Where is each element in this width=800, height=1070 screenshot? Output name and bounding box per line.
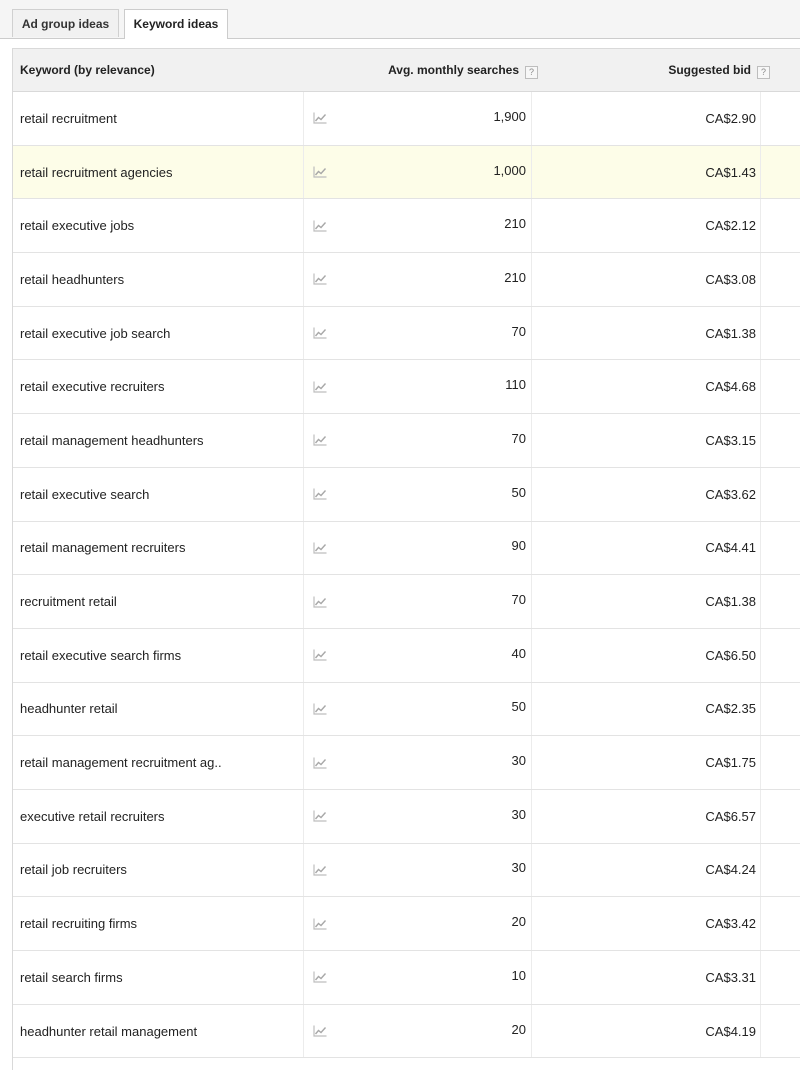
searches-value: 70 xyxy=(511,323,526,339)
column-header-searches-label: Avg. monthly searches xyxy=(388,63,519,77)
keyword-text: retail management headhunters xyxy=(20,432,204,448)
table-row[interactable] xyxy=(13,199,800,253)
table-row[interactable] xyxy=(13,307,800,361)
keyword-text: retail job recruiters xyxy=(20,862,127,878)
trend-chart-icon[interactable] xyxy=(313,810,327,822)
bid-cell xyxy=(533,522,756,575)
trend-chart-icon[interactable] xyxy=(313,166,327,178)
trend-cell[interactable] xyxy=(303,897,531,950)
searches-value: 110 xyxy=(505,377,526,393)
keyword-ideas-table xyxy=(12,48,800,1070)
keyword-cell[interactable] xyxy=(20,92,300,145)
trend-chart-icon[interactable] xyxy=(313,918,327,930)
bid-cell xyxy=(533,629,756,682)
bid-value: CA$2.90 xyxy=(705,110,756,126)
bid-value: CA$3.15 xyxy=(705,432,756,448)
bid-value: CA$4.41 xyxy=(705,540,756,556)
bid-cell xyxy=(533,736,756,789)
bid-value: CA$6.57 xyxy=(705,808,756,824)
trend-chart-icon[interactable] xyxy=(313,488,327,500)
table-header xyxy=(13,49,800,92)
bid-cell xyxy=(533,897,756,950)
tab-bar xyxy=(0,0,800,39)
searches-value: 210 xyxy=(504,269,526,285)
column-header-keyword-label: Keyword (by relevance) xyxy=(20,63,155,77)
keyword-cell[interactable] xyxy=(20,199,300,252)
trend-cell[interactable] xyxy=(303,253,531,306)
searches-value: 30 xyxy=(511,753,526,769)
column-header-keyword[interactable] xyxy=(20,49,155,92)
bid-cell xyxy=(533,414,756,467)
keyword-cell[interactable] xyxy=(20,629,300,682)
help-icon[interactable]: ? xyxy=(757,66,770,79)
searches-value: 10 xyxy=(511,967,526,983)
keyword-text: recruitment retail xyxy=(20,594,117,610)
trend-chart-icon[interactable] xyxy=(313,1025,327,1037)
searches-value: 50 xyxy=(511,484,526,500)
trend-chart-icon[interactable] xyxy=(313,542,327,554)
keyword-text: retail headhunters xyxy=(20,271,125,287)
table-body xyxy=(13,92,800,1058)
trend-cell[interactable] xyxy=(303,790,531,843)
bid-value: CA$3.08 xyxy=(705,271,756,287)
keyword-text: retail recruitment xyxy=(20,110,117,126)
keyword-cell[interactable] xyxy=(20,468,300,521)
trend-chart-icon[interactable] xyxy=(313,273,327,285)
searches-value: 70 xyxy=(511,430,526,446)
keyword-cell[interactable] xyxy=(20,307,300,360)
searches-value: 50 xyxy=(511,699,526,715)
table-row[interactable] xyxy=(13,575,800,629)
trend-cell[interactable] xyxy=(303,1005,531,1058)
table-row[interactable] xyxy=(13,736,800,790)
trend-cell[interactable] xyxy=(303,575,531,628)
bid-cell xyxy=(533,468,756,521)
table-row[interactable] xyxy=(13,414,800,468)
column-header-bid-label: Suggested bid xyxy=(668,63,751,77)
searches-value: 1,900 xyxy=(493,108,526,124)
keyword-text: retail management recruitment ag.. xyxy=(20,755,222,771)
tab-keyword-ideas[interactable]: Keyword ideas xyxy=(124,9,228,39)
bid-value: CA$3.31 xyxy=(705,969,756,985)
searches-value: 70 xyxy=(511,592,526,608)
trend-chart-icon[interactable] xyxy=(313,112,327,124)
trend-cell[interactable] xyxy=(303,522,531,575)
table-row[interactable] xyxy=(13,951,800,1005)
table-row[interactable] xyxy=(13,683,800,737)
keyword-text: retail management recruiters xyxy=(20,540,186,556)
bid-value: CA$1.43 xyxy=(705,164,756,180)
bid-value: CA$4.24 xyxy=(705,862,756,878)
searches-value: 20 xyxy=(511,914,526,930)
bid-cell xyxy=(533,253,756,306)
table-row[interactable] xyxy=(13,468,800,522)
searches-value: 30 xyxy=(511,860,526,876)
keyword-cell[interactable] xyxy=(20,897,300,950)
trend-cell[interactable] xyxy=(303,307,531,360)
bid-cell xyxy=(533,146,756,199)
column-header-bid[interactable] xyxy=(668,49,770,92)
keyword-cell[interactable] xyxy=(20,1005,300,1058)
searches-value: 30 xyxy=(511,806,526,822)
keyword-cell[interactable] xyxy=(20,683,300,736)
bid-cell xyxy=(533,575,756,628)
bid-value: CA$2.12 xyxy=(705,218,756,234)
trend-cell[interactable] xyxy=(303,951,531,1004)
table-row[interactable] xyxy=(13,92,800,146)
bid-value: CA$1.38 xyxy=(705,594,756,610)
searches-value: 20 xyxy=(511,1021,526,1037)
bid-value: CA$4.68 xyxy=(705,379,756,395)
keyword-text: executive retail recruiters xyxy=(20,808,165,824)
trend-cell[interactable] xyxy=(303,414,531,467)
keyword-text: headhunter retail management xyxy=(20,1023,198,1039)
trend-chart-icon[interactable] xyxy=(313,381,327,393)
table-row[interactable] xyxy=(13,253,800,307)
bid-value: CA$6.50 xyxy=(705,647,756,663)
bid-cell xyxy=(533,199,756,252)
table-row[interactable] xyxy=(13,897,800,951)
keyword-text: retail executive search firms xyxy=(20,647,182,663)
keyword-cell[interactable] xyxy=(20,951,300,1004)
keyword-cell[interactable] xyxy=(20,790,300,843)
bid-value: CA$3.42 xyxy=(705,916,756,932)
bid-value: CA$4.19 xyxy=(705,1023,756,1039)
trend-cell[interactable] xyxy=(303,736,531,789)
trend-chart-icon[interactable] xyxy=(313,220,327,232)
column-header-searches[interactable] xyxy=(388,49,538,92)
keyword-text: retail search firms xyxy=(20,969,123,985)
keyword-text: retail executive jobs xyxy=(20,218,135,234)
table-row[interactable] xyxy=(13,522,800,576)
bid-value: CA$1.75 xyxy=(705,755,756,771)
keyword-cell[interactable] xyxy=(20,522,300,575)
trend-chart-icon[interactable] xyxy=(313,434,327,446)
keyword-cell[interactable] xyxy=(20,844,300,897)
searches-value: 90 xyxy=(511,538,526,554)
bid-cell xyxy=(533,307,756,360)
bid-value: CA$3.62 xyxy=(705,486,756,502)
table-row[interactable] xyxy=(13,146,800,200)
bid-cell xyxy=(533,92,756,145)
trend-chart-icon[interactable] xyxy=(313,971,327,983)
table-row[interactable] xyxy=(13,629,800,683)
keyword-text: retail executive recruiters xyxy=(20,379,165,395)
keyword-cell[interactable] xyxy=(20,146,300,199)
help-icon[interactable]: ? xyxy=(525,66,538,79)
keyword-cell[interactable] xyxy=(20,736,300,789)
table-row[interactable] xyxy=(13,1005,800,1059)
keyword-cell[interactable] xyxy=(20,253,300,306)
keyword-cell[interactable] xyxy=(20,414,300,467)
trend-chart-icon[interactable] xyxy=(313,596,327,608)
bid-cell xyxy=(533,360,756,413)
keyword-text: retail executive search xyxy=(20,486,150,502)
trend-cell[interactable] xyxy=(303,199,531,252)
trend-chart-icon[interactable] xyxy=(313,864,327,876)
keyword-text: retail executive job search xyxy=(20,325,171,341)
table-row[interactable] xyxy=(13,360,800,414)
trend-chart-icon[interactable] xyxy=(313,327,327,339)
bid-value: CA$1.38 xyxy=(705,325,756,341)
trend-cell[interactable] xyxy=(303,844,531,897)
searches-value: 40 xyxy=(511,645,526,661)
keyword-text: headhunter retail xyxy=(20,701,118,717)
bid-value: CA$2.35 xyxy=(705,701,756,717)
table-row[interactable] xyxy=(13,790,800,844)
trend-cell[interactable] xyxy=(303,629,531,682)
bid-cell xyxy=(533,951,756,1004)
trend-chart-icon[interactable] xyxy=(313,649,327,661)
bid-cell xyxy=(533,1005,756,1058)
keyword-cell[interactable] xyxy=(20,360,300,413)
table-row[interactable] xyxy=(13,844,800,898)
keyword-text: retail recruitment agencies xyxy=(20,164,173,180)
bid-cell xyxy=(533,790,756,843)
tab-ad-group-ideas[interactable]: Ad group ideas xyxy=(12,9,119,37)
trend-cell[interactable] xyxy=(303,360,531,413)
bid-cell xyxy=(533,844,756,897)
keyword-text: retail recruiting firms xyxy=(20,916,138,932)
trend-chart-icon[interactable] xyxy=(313,703,327,715)
trend-cell[interactable] xyxy=(303,468,531,521)
searches-value: 1,000 xyxy=(493,162,526,178)
trend-cell[interactable] xyxy=(303,683,531,736)
bid-cell xyxy=(533,683,756,736)
searches-value: 210 xyxy=(504,216,526,232)
keyword-cell[interactable] xyxy=(20,575,300,628)
trend-chart-icon[interactable] xyxy=(313,757,327,769)
